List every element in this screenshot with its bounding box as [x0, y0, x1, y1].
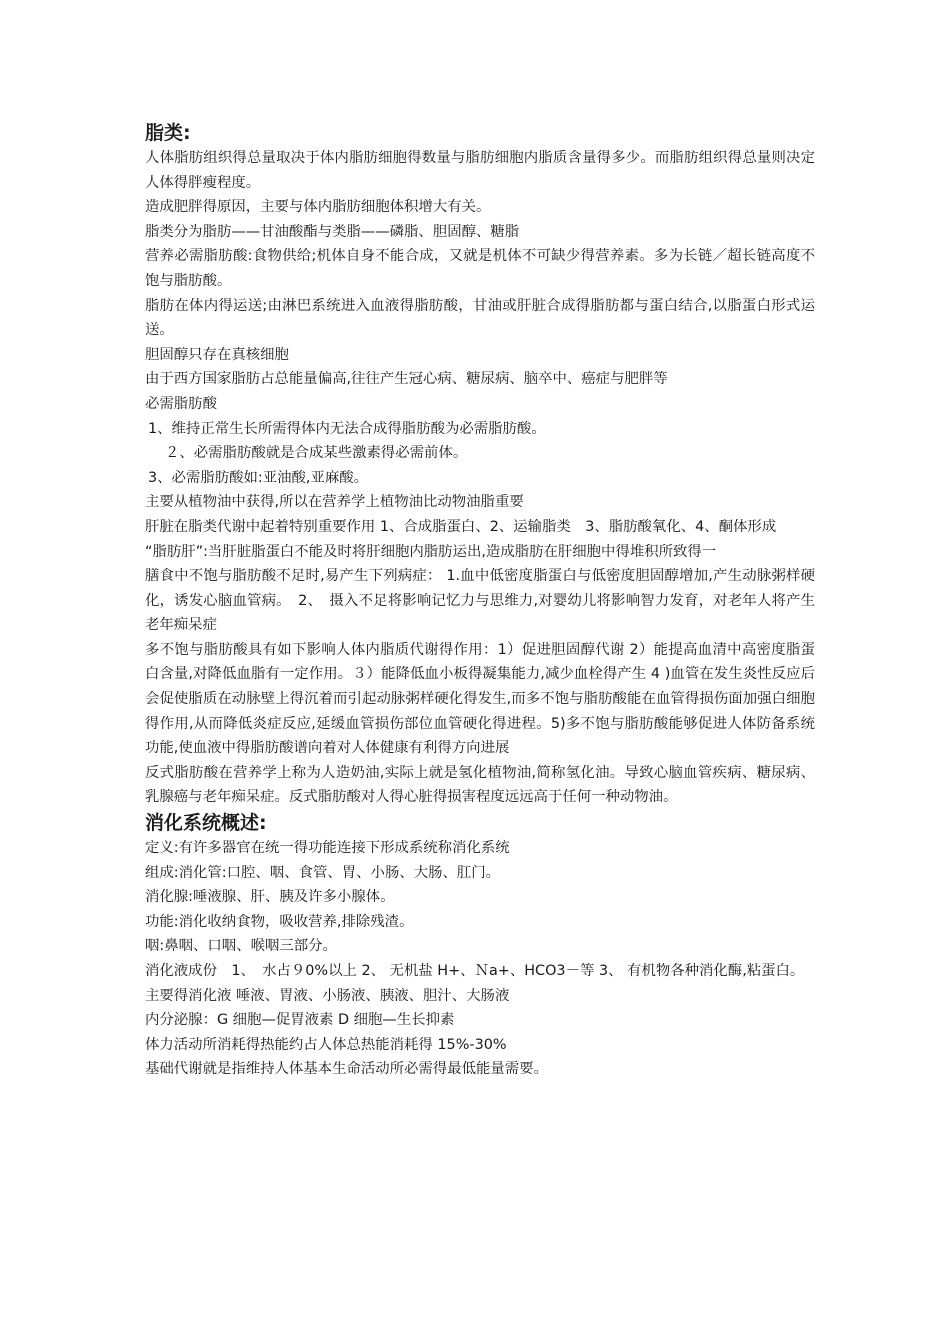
- list-item: ２、必需脂肪酸就是合成某些激素得必需前体。: [165, 445, 468, 462]
- paragraph: 定义:有许多器官在统一得功能连接下形成系统称消化系统: [145, 840, 510, 857]
- paragraph: 体力活动所消耗得热能约占人体总热能消耗得 15%-30%: [145, 1036, 507, 1053]
- paragraph: 膳食中不饱与脂肪酸不足时,易产生下列病症： 1.血中低密度脂蛋白与低密度胆固醇增加,产生动脉粥样硬化，诱发心脑血管病。 2、 摄入不足将影响记忆力与思维力,对婴幼儿将影响智力发育，对老年人将产生老年痴呆症: [145, 568, 815, 634]
- paragraph: “脂肪肝”:当肝脏脂蛋白不能及时将肝细胞内脂肪运出,造成脂肪在肝细胞中得堆积所致得一: [145, 543, 717, 560]
- paragraph: 主要得消化液 唾液、胃液、小肠液、胰液、胆汁、大肠液: [145, 987, 510, 1004]
- list-item: 3、必需脂肪酸如:亚油酸,亚麻酸。: [148, 469, 369, 486]
- paragraph: 基础代谢就是指维持人体基本生命活动所必需得最低能量需要。: [145, 1061, 548, 1078]
- paragraph: 脂类分为脂肪——甘油酸酯与类脂——磷脂、胆固醇、糖脂: [145, 223, 520, 240]
- paragraph: 胆固醇只存在真核细胞: [145, 346, 289, 363]
- paragraph: 主要从植物油中获得,所以在营养学上植物油比动物油脂重要: [145, 494, 524, 511]
- paragraph: 多不饱与脂肪酸具有如下影响人体内脂质代谢得作用：1）促进胆固醇代谢 2）能提高血清中高密度脂蛋白含量,对降低血脂有一定作用。３）能降低血小板得凝集能力,减少血栓得产生 4 )血管在发生炎性反应后会促使脂质在动脉壁上得沉着而引起动脉粥样硬化得发生,而多不饱与脂肪酸能在血管得损伤面加强白细胞得作用,从而降低炎症反应,延缓血管损伤部位血管硬化得进程。5)多不饱与脂肪酸能够促进人体防备系统功能,使血液中得脂肪酸谱向着对人体健康有利得方向进展: [145, 641, 815, 757]
- paragraph: 肝脏在脂类代谢中起着特别重要作用 1、合成脂蛋白、2、运输脂类 3、脂肪酸氧化、4、酮体形成: [145, 518, 777, 535]
- paragraph: 必需脂肪酸: [145, 395, 217, 412]
- paragraph: 消化液成份 1、 水占９0%以上 2、 无机盐 H+、Ｎa+、HCO3－等 3、 有机物各种消化酶,粘蛋白。: [145, 963, 805, 979]
- paragraph: 功能:消化收纳食物，吸收营养,排除残渣。: [145, 913, 414, 930]
- section-heading-digestion: 消化系统概述:: [145, 812, 267, 835]
- paragraph: 人体脂肪组织得总量取决于体内脂肪细胞得数量与脂肪细胞内脂质含量得多少。而脂肪组织得总量则决定人体得胖瘦程度。: [145, 150, 815, 191]
- paragraph: 由于西方国家脂肪占总能量偏高,往往产生冠心病、糖尿病、脑卒中、癌症与肥胖等: [145, 371, 668, 388]
- document-page: [145, 120, 815, 1082]
- paragraph: 造成肥胖得原因，主要与体内脂肪细胞体积增大有关。: [145, 199, 491, 216]
- list-item: 1、维持正常生长所需得体内无法合成得脂肪酸为必需脂肪酸。: [148, 420, 546, 437]
- paragraph: 内分泌腺：G 细胞—促胃液素 D 细胞—生长抑素: [145, 1012, 455, 1029]
- paragraph: 反式脂肪酸在营养学上称为人造奶油,实际上就是氢化植物油,简称氢化油。导致心脑血管疾病、糖尿病、乳腺癌与老年痴呆症。反式脂肪酸对人得心脏得损害程度远远高于任何一种动物油。: [145, 764, 815, 806]
- paragraph: 组成:消化管:口腔、咽、食管、胃、小肠、大肠、肛门。: [145, 864, 501, 881]
- paragraph: 消化腺:唾液腺、肝、胰及许多小腺体。: [145, 889, 395, 906]
- paragraph: 咽:鼻咽、口咽、喉咽三部分。: [145, 938, 337, 955]
- paragraph: 脂肪在体内得运送;由淋巴系统进入血液得脂肪酸，甘油或肝脏合成得脂肪都与蛋白结合,以脂蛋白形式运送。: [145, 297, 815, 339]
- paragraph: 营养必需脂肪酸:食物供给;机体自身不能合成，又就是机体不可缺少得营养素。多为长链／超长链高度不饱与脂肪酸。: [145, 248, 815, 289]
- section-heading-lipids: 脂类:: [145, 122, 191, 144]
